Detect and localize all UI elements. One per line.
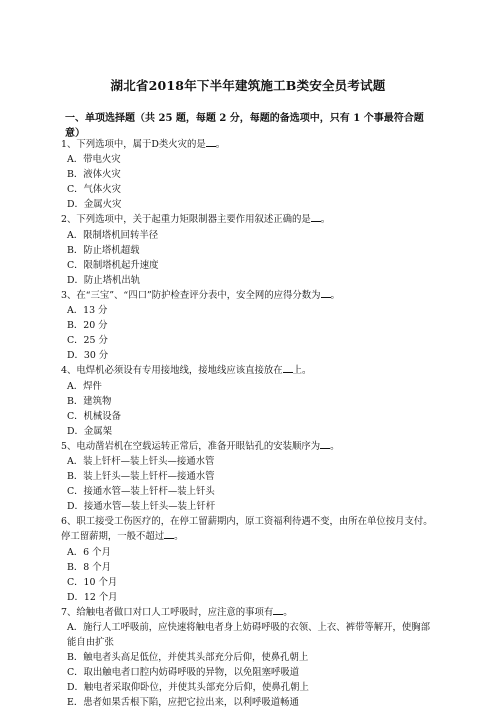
answer-option: D．12 个月 xyxy=(67,591,118,603)
question-stem xyxy=(61,137,439,152)
answer-option: C．机械设备 xyxy=(67,410,122,422)
answer-blank xyxy=(283,363,293,373)
page-title: 湖北省2018年下半年建筑施工B类安全员考试题 xyxy=(110,78,386,93)
question-list xyxy=(61,137,439,711)
answer-option: B．触电者头高足低位，并使其头部充分后仰，使鼻孔朝上 xyxy=(67,652,309,664)
question-text-end: 。 xyxy=(215,139,226,150)
answer-option: B．防止塔机超载 xyxy=(67,244,140,256)
answer-blank xyxy=(320,439,330,449)
answer-option: D．防止塔机出轨 xyxy=(67,274,141,286)
answer-option: A．焊件 xyxy=(67,380,102,392)
section-heading: 一、单项选择题（共 25 题，每题 2 分，每题的备选项中，只有 1 个事最符合题意） xyxy=(65,113,424,139)
answer-option: B．20 分 xyxy=(67,320,108,332)
answer-blank xyxy=(273,605,283,615)
question-text-end: 。 xyxy=(283,606,293,618)
question-text: 1、下列选项中，属于D类火灾的是 xyxy=(61,139,206,150)
question-text-end: 。 xyxy=(330,440,340,452)
question-stem xyxy=(61,514,439,544)
answer-option: C．限制塔机起升速度 xyxy=(67,259,159,271)
answer-option: D．接通水管—装上钎头—装上钎杆 xyxy=(67,501,216,513)
answer-option: D．金属火灾 xyxy=(67,199,122,211)
answer-option: A．带电火灾 xyxy=(67,154,121,166)
answer-option: D．触电者采取仰卧位，并使其头部充分后仰，使鼻孔朝上 xyxy=(67,682,309,694)
question-stem xyxy=(61,363,439,378)
answer-option: B．装上钎头—装上钎杆—接通水管 xyxy=(67,471,215,483)
answer-option: A．施行人工呼吸前，应快速将触电者身上妨碍呼吸的衣领、上衣、裤带等解开，使胸部能自由扩张 xyxy=(67,622,431,649)
question-text-end: 。 xyxy=(174,531,184,543)
answer-option: D．30 分 xyxy=(67,350,109,362)
answer-option: C．接通水管—装上钎杆—装上钎头 xyxy=(67,486,215,498)
question-text: 7、给触电者做口对口人工呼吸时，应注意的事项有 xyxy=(61,606,274,618)
answer-option: D．金属架 xyxy=(67,425,113,437)
answer-blank xyxy=(321,288,331,298)
answer-option: A．6 个月 xyxy=(67,546,111,558)
answer-option: C．10 个月 xyxy=(67,576,118,588)
answer-option: B．液体火灾 xyxy=(67,169,121,181)
question-text: 3、在“三宝”、“四口”防护检查评分表中，安全网的应得分数为 xyxy=(61,289,321,301)
question-text-end: 。 xyxy=(330,289,340,301)
answer-option: A．13 分 xyxy=(67,305,108,317)
question-text-end: 。 xyxy=(320,214,331,226)
answer-option: A．限制塔机回转半径 xyxy=(67,229,159,241)
answer-blank xyxy=(206,137,216,147)
question-text: 6、职工接受工伤医疗的，在停工留薪期内，原工资福利待遇不变，由所在单位按月支付。停工留薪期，一般不超过 xyxy=(61,516,433,543)
question-stem xyxy=(61,605,439,620)
answer-option: B．8 个月 xyxy=(67,561,111,573)
question-stem xyxy=(61,439,439,454)
question-stem xyxy=(61,212,439,227)
answer-blank xyxy=(164,529,174,539)
question-stem xyxy=(61,288,439,303)
answer-blank xyxy=(311,212,321,222)
question-text: 2、下列选项中，关于起重力矩限制器主要作用叙述正确的是 xyxy=(61,214,311,226)
question-text: 4、电焊机必须设有专用接地线，接地线应该直接放在 xyxy=(61,365,283,377)
answer-option: C．取出触电者口腔内妨碍呼吸的异物，以免阻塞呼吸道 xyxy=(67,667,300,679)
answer-option: C．25 分 xyxy=(67,335,108,347)
question-text: 5、电动凿岩机在空载运转正常后，准备开眼钻孔的安装顺序为 xyxy=(61,440,321,452)
answer-option: C．气体火灾 xyxy=(67,184,122,196)
question-text-end: 上。 xyxy=(292,365,312,377)
answer-option: E．患者如果舌根下陷，应把它拉出来，以利呼吸道畅通 xyxy=(67,697,299,709)
answer-option: A．装上钎杆—装上钎头—接通水管 xyxy=(67,455,215,467)
answer-option: B．建筑物 xyxy=(67,395,112,407)
